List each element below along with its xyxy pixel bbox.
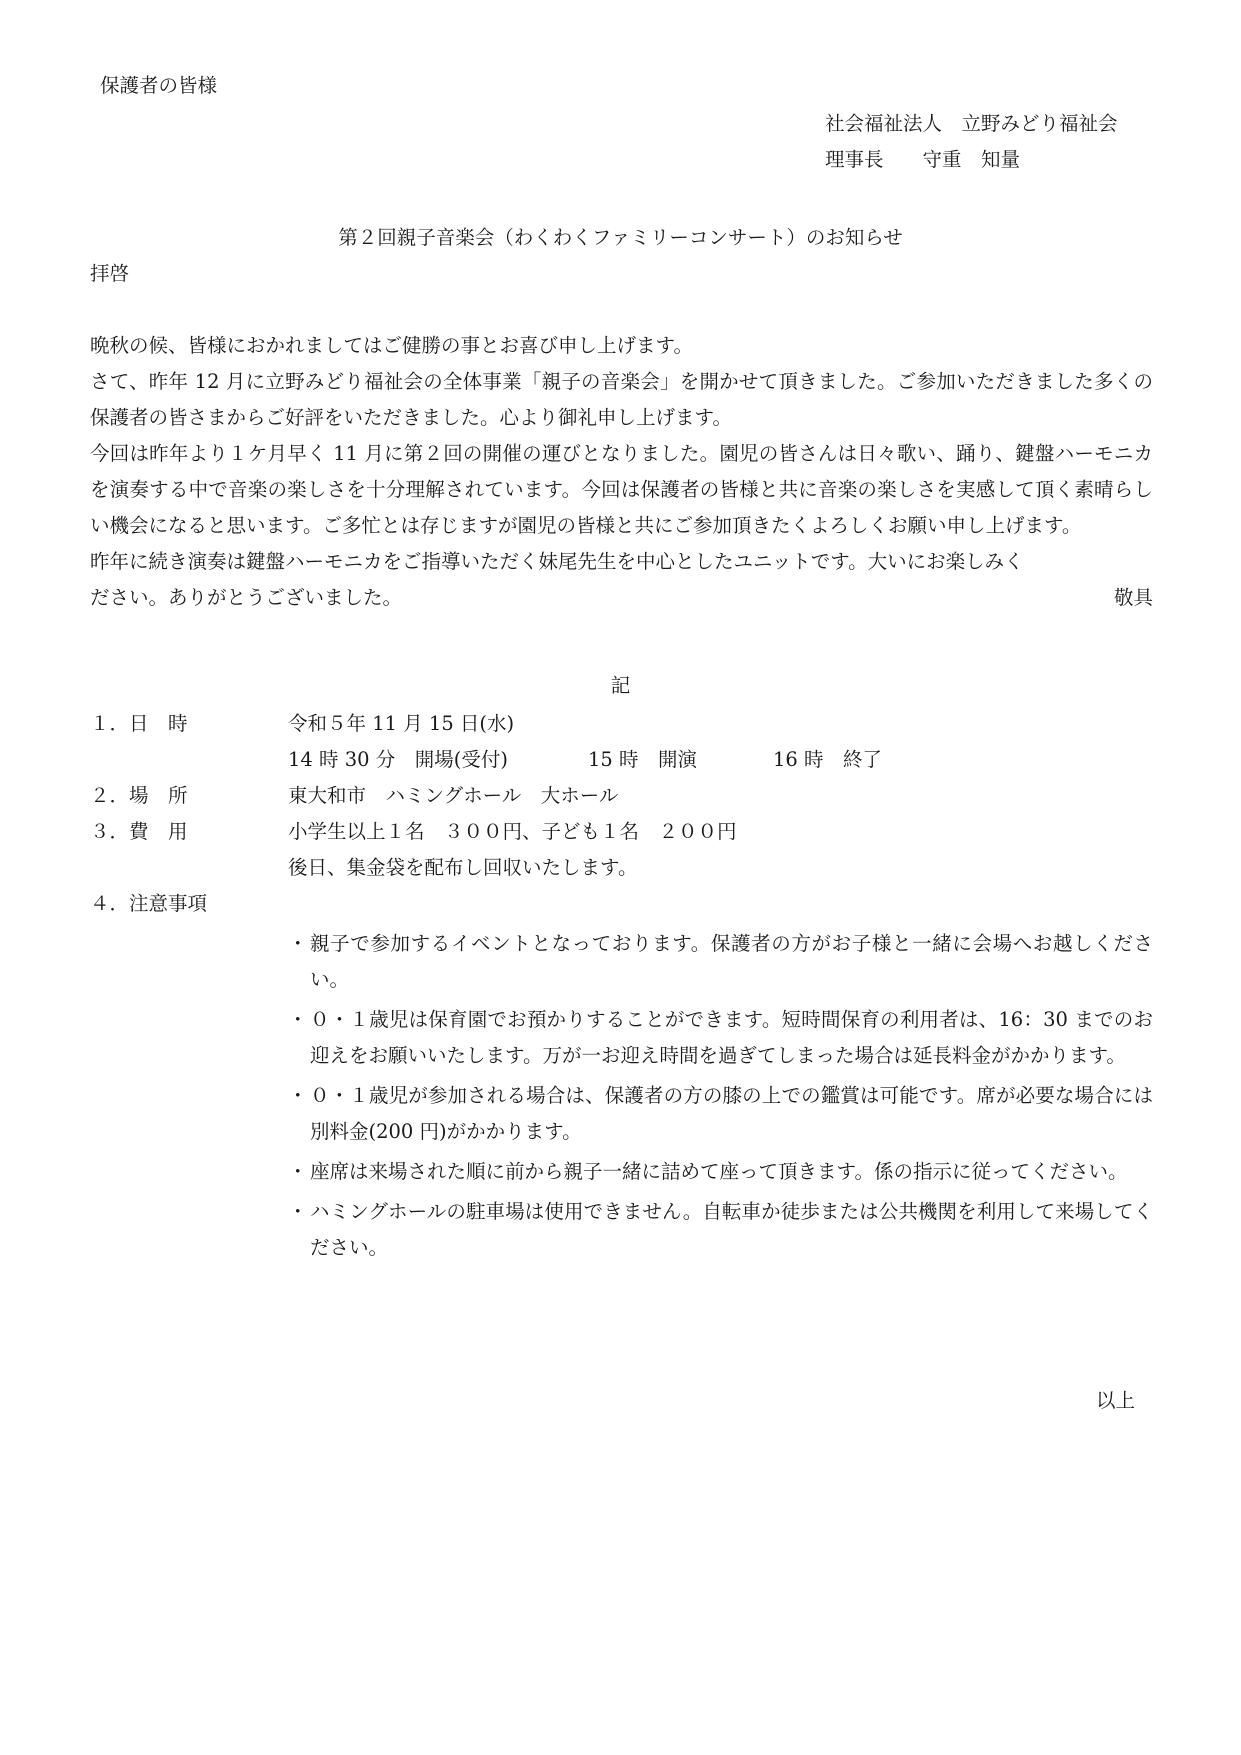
list-item xyxy=(288,926,1153,998)
details-list xyxy=(90,706,1153,922)
bullet-mark: ・ xyxy=(288,1160,308,1183)
organization-name: 社会福祉法人 立野みどり福祉会 xyxy=(825,112,1118,135)
schedule-open: 14 時 30 分 開場(受付) xyxy=(288,748,508,771)
chairman-name: 理事長 守重 知量 xyxy=(825,148,1021,171)
notes-list xyxy=(288,926,1153,1270)
schedule-start: 15 時 開演 xyxy=(588,748,698,771)
bullet-mark: ・ xyxy=(288,932,308,955)
recipient-line: 保護者の皆様 xyxy=(100,74,218,97)
item-datetime xyxy=(90,706,1153,742)
opening-salutation: 拝啓 xyxy=(90,262,130,285)
body-paragraph-4-first: 昨年に続き演奏は鍵盤ハーモニカをご指導いただく妹尾先生を中心としたユニットです。大いにお楽しみく xyxy=(90,550,1024,573)
end-mark: 以上 xyxy=(1096,1389,1136,1412)
item-fee-value: 小学生以上１名 ３００円、子ども１名 ２００円 xyxy=(288,820,737,843)
schedule-end: 16 時 終了 xyxy=(773,748,883,771)
item-datetime-label: １．日 時 xyxy=(90,712,188,735)
closing-salutation: 敬具 xyxy=(1113,586,1153,609)
document-title: 第２回親子音楽会（わくわくファミリーコンサート）のお知らせ xyxy=(338,226,903,249)
body-paragraph-3: 今回は昨年より１ケ月早く 11 月に第２回の開催の運びとなりました。園児の皆さんは日々歌い、踊り、鍵盤ハーモニカを演奏する中で音楽の楽しさを十分理解されています。今回は保護者の皆様と共に音楽の楽しさを実感して頂く素晴らしい機会になると思います。ご多忙とは存じますが園児の皆様と共にご参加頂きたくよろしくお願い申し上げます。 xyxy=(90,442,1153,537)
bullet-mark: ・ xyxy=(288,1200,308,1223)
list-item xyxy=(288,1154,1153,1190)
list-item xyxy=(288,1078,1153,1150)
item-fee-label: ３．費 用 xyxy=(90,820,188,843)
list-item xyxy=(288,1002,1153,1074)
bullet-mark: ・ xyxy=(288,1008,308,1031)
item-notes xyxy=(90,886,1153,922)
note-text: ０・１歳児が参加される場合は、保護者の方の膝の上での鑑賞は可能です。席が必要な場合には別料金(200 円)がかかります。 xyxy=(310,1084,1153,1143)
body-paragraph-4-tail: ださい。ありがとうございました。 xyxy=(90,586,403,609)
item-datetime-schedule xyxy=(90,742,1153,778)
letter-body xyxy=(90,328,1153,616)
note-text: ハミングホールの駐車場は使用できません。自転車か徒歩または公共機関を利用して来場してください。 xyxy=(310,1200,1153,1259)
item-notes-label: ４．注意事項 xyxy=(90,892,208,915)
item-fee-note xyxy=(90,850,1153,886)
list-item xyxy=(288,1194,1153,1266)
item-fee-note-text: 後日、集金袋を配布し回収いたします。 xyxy=(288,856,638,879)
item-fee xyxy=(90,814,1153,850)
item-place-value: 東大和市 ハミングホール 大ホール xyxy=(288,784,619,807)
body-paragraph-4-last xyxy=(90,580,1153,616)
body-paragraph-2: さて、昨年 12 月に立野みどり福祉会の全体事業「親子の音楽会」を開かせて頂きました。ご参加いただきました多くの保護者の皆さまからご好評をいただきました。心より御礼申し上げます。 xyxy=(90,370,1153,429)
item-datetime-date: 令和５年 11 月 15 日(水) xyxy=(288,712,515,735)
note-text: 親子で参加するイベントとなっております。保護者の方がお子様と一緒に会場へお越しください。 xyxy=(310,932,1153,991)
note-text: ０・１歳児は保育園でお預かりすることができます。短時間保育の利用者は、16：30 までのお迎えをお願いいたします。万が一お迎え時間を過ぎてしまった場合は延長料金がかかります。 xyxy=(310,1008,1153,1067)
item-place-label: ２．場 所 xyxy=(90,784,188,807)
bullet-mark: ・ xyxy=(288,1084,308,1107)
ki-heading: 記 xyxy=(610,674,631,697)
body-paragraph-1: 晩秋の候、皆様におかれましてはご健勝の事とお喜び申し上げます。 xyxy=(90,334,693,357)
item-place xyxy=(90,778,1153,814)
note-text: 座席は来場された順に前から親子一緒に詰めて座って頂きます。係の指示に従ってください。 xyxy=(310,1160,1128,1183)
